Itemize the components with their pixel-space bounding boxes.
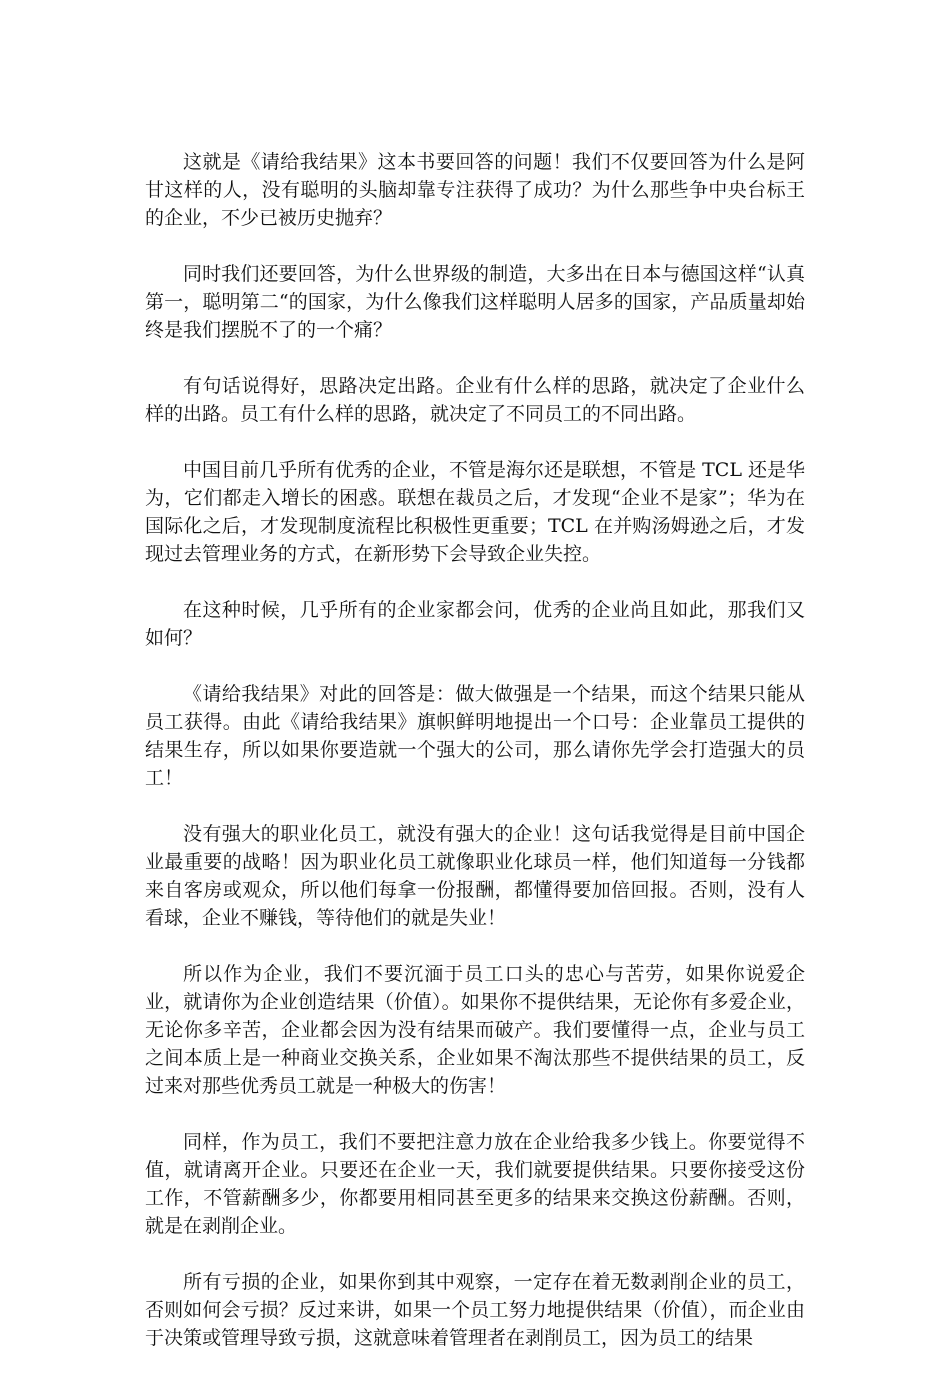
paragraph-7: 没有强大的职业化员工，就没有强大的企业！这句话我觉得是目前中国企业最重要的战略！因为职业化员工就像职业化球员一样，他们知道每一分钱都来自客房或观众，所以他们每拿一份报酬，都懂得要加倍回报。否则，没有人看球，企业不赚钱，等待他们的就是失业！ — [145, 823, 805, 929]
paragraph-5: 在这种时候，几乎所有的企业家都会问，优秀的企业尚且如此，那我们又如何？ — [145, 599, 805, 649]
paragraph-2: 同时我们还要回答，为什么世界级的制造，大多出在日本与德国这样“认真第一，聪明第二“的国家，为什么像我们这样聪明人居多的国家，产品质量却始终是我们摆脱不了的一个痛？ — [145, 263, 805, 341]
paragraph-4: 中国目前几乎所有优秀的企业，不管是海尔还是联想，不管是 TCL 还是华为，它们都走入增长的困惑。联想在裁员之后，才发现“企业不是家”；华为在国际化之后，才发现制度流程比积极性更重要；TCL 在并购汤姆逊之后，才发现过去管理业务的方式，在新形势下会导致企业失控。 — [145, 459, 805, 565]
paragraph-1: 这就是《请给我结果》这本书要回答的问题！我们不仅要回答为什么是阿甘这样的人，没有聪明的头脑却靠专注获得了成功？为什么那些争中央台标王的企业，不少已被历史抛弃？ — [145, 151, 805, 229]
document-body — [145, 148, 805, 1380]
paragraph-10: 所有亏损的企业，如果你到其中观察，一定存在着无数剥削企业的员工，否则如何会亏损？反过来讲，如果一个员工努力地提供结果（价值），而企业由于决策或管理导致亏损，这就意味着管理者在剥削员工，因为员工的结果 — [145, 1271, 805, 1349]
paragraph-3: 有句话说得好，思路决定出路。企业有什么样的思路，就决定了企业什么样的出路。员工有什么样的思路，就决定了不同员工的不同出路。 — [145, 375, 805, 425]
paragraph-9: 同样，作为员工，我们不要把注意力放在企业给我多少钱上。你要觉得不值，就请离开企业。只要还在企业一天，我们就要提供结果。只要你接受这份工作，不管薪酬多少，你都要用相同甚至更多的结果来交换这份薪酬。否则，就是在剥削企业。 — [145, 1131, 805, 1237]
paragraph-8: 所以作为企业，我们不要沉湎于员工口头的忠心与苦劳，如果你说爱企业，就请你为企业创造结果（价值）。如果你不提供结果，无论你有多爱企业，无论你多辛苦，企业都会因为没有结果而破产。我们要懂得一点，企业与员工之间本质上是一种商业交换关系，企业如果不淘汰那些不提供结果的员工，反过来对那些优秀员工就是一种极大的伤害！ — [145, 963, 805, 1097]
paragraph-6: 《请给我结果》对此的回答是：做大做强是一个结果，而这个结果只能从员工获得。由此《请给我结果》旗帜鲜明地提出一个口号：企业靠员工提供的结果生存，所以如果你要造就一个强大的公司，那么请你先学会打造强大的员工！ — [145, 683, 805, 789]
